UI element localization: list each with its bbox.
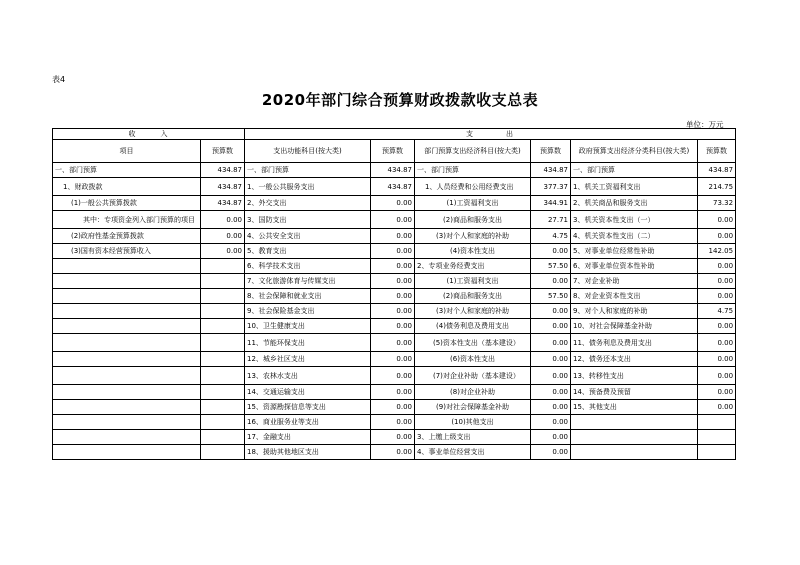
econ-dept-amount: 0.00: [531, 244, 571, 259]
func-item: 12、城乡社区支出: [245, 352, 371, 367]
sheet-label: 表4: [52, 75, 66, 84]
econ-gov-amount: 0.00: [698, 334, 736, 352]
income-amount: 434.87: [201, 178, 245, 196]
income-item: (1)一般公共预算拨款: [53, 196, 201, 211]
table-row: [53, 304, 736, 319]
income-item: [53, 385, 201, 400]
income-item: [53, 367, 201, 385]
econ-dept-item: (10)其他支出: [415, 415, 531, 430]
econ-dept-amount: 377.37: [531, 178, 571, 196]
func-item: 7、文化旅游体育与传媒支出: [245, 274, 371, 289]
header-econ-dept: 部门预算支出经济科目(按大类): [415, 140, 531, 163]
econ-dept-amount: 0.00: [531, 352, 571, 367]
income-section-header: 收 入: [53, 129, 245, 140]
func-item: 11、节能环保支出: [245, 334, 371, 352]
income-amount: [201, 430, 245, 445]
econ-dept-amount: 434.87: [531, 163, 571, 178]
econ-dept-item: (3)对个人和家庭的补助: [415, 229, 531, 244]
econ-gov-amount: 0.00: [698, 319, 736, 334]
econ-gov-item: 5、对事业单位经常性补助: [571, 244, 698, 259]
econ-gov-item: 10、对社会保障基金补助: [571, 319, 698, 334]
func-item: 1、一般公共服务支出: [245, 178, 371, 196]
func-amount: 0.00: [371, 367, 415, 385]
func-item: 13、农林水支出: [245, 367, 371, 385]
func-item: 14、交通运输支出: [245, 385, 371, 400]
table-row: [53, 415, 736, 430]
income-item: [53, 289, 201, 304]
econ-gov-amount: 0.00: [698, 289, 736, 304]
header-econ-gov: 政府预算支出经济分类科目(按大类): [571, 140, 698, 163]
header-row: [53, 140, 736, 163]
unit-label: 单位：万元: [686, 120, 724, 129]
econ-gov-amount: 0.00: [698, 259, 736, 274]
income-amount: [201, 367, 245, 385]
income-amount: 0.00: [201, 211, 245, 229]
income-item: 1、财政拨款: [53, 178, 201, 196]
func-amount: 0.00: [371, 289, 415, 304]
func-item: 10、卫生健康支出: [245, 319, 371, 334]
func-amount: 0.00: [371, 415, 415, 430]
func-amount: 0.00: [371, 334, 415, 352]
income-amount: [201, 352, 245, 367]
func-amount: 0.00: [371, 229, 415, 244]
header-amount: 预算数: [371, 140, 415, 163]
table-row: [53, 259, 736, 274]
header-amount: 预算数: [531, 140, 571, 163]
econ-gov-amount: 434.87: [698, 163, 736, 178]
econ-dept-item: (6)资本性支出: [415, 352, 531, 367]
func-item: 4、公共安全支出: [245, 229, 371, 244]
econ-dept-item: (8)对企业补助: [415, 385, 531, 400]
header-func: 支出功能科目(按大类): [245, 140, 371, 163]
func-item: 3、国防支出: [245, 211, 371, 229]
income-amount: [201, 304, 245, 319]
income-item: [53, 415, 201, 430]
func-amount: 0.00: [371, 385, 415, 400]
table-row: [53, 319, 736, 334]
econ-dept-item: (2)商品和服务支出: [415, 211, 531, 229]
func-amount: 0.00: [371, 400, 415, 415]
econ-dept-amount: 0.00: [531, 367, 571, 385]
func-item: 9、社会保险基金支出: [245, 304, 371, 319]
econ-dept-item: (4)资本性支出: [415, 244, 531, 259]
table-row: [53, 211, 736, 229]
income-amount: [201, 274, 245, 289]
econ-gov-amount: 0.00: [698, 211, 736, 229]
econ-dept-item: 2、专项业务经费支出: [415, 259, 531, 274]
econ-dept-item: 一、部门预算: [415, 163, 531, 178]
econ-dept-item: (5)资本性支出（基本建设）: [415, 334, 531, 352]
econ-gov-item: 9、对个人和家庭的补助: [571, 304, 698, 319]
econ-gov-item: 一、部门预算: [571, 163, 698, 178]
econ-gov-amount: 0.00: [698, 385, 736, 400]
func-amount: 434.87: [371, 178, 415, 196]
section-row: [53, 129, 736, 140]
func-item: 8、社会保障和就业支出: [245, 289, 371, 304]
income-amount: [201, 259, 245, 274]
income-item: [53, 352, 201, 367]
header-item: 项目: [53, 140, 201, 163]
econ-gov-item: [571, 430, 698, 445]
func-amount: 0.00: [371, 430, 415, 445]
econ-dept-item: (7)对企业补助（基本建设）: [415, 367, 531, 385]
table-row: [53, 400, 736, 415]
econ-gov-item: 7、对企业补助: [571, 274, 698, 289]
econ-dept-amount: 27.71: [531, 211, 571, 229]
econ-gov-amount: 142.05: [698, 244, 736, 259]
econ-dept-item: 1、人员经费和公用经费支出: [415, 178, 531, 196]
income-amount: [201, 385, 245, 400]
econ-dept-amount: 0.00: [531, 334, 571, 352]
header-amount: 预算数: [201, 140, 245, 163]
table-row: [53, 352, 736, 367]
income-amount: [201, 334, 245, 352]
econ-dept-amount: 0.00: [531, 274, 571, 289]
econ-gov-amount: 0.00: [698, 229, 736, 244]
page-title: 2020年部门综合预算财政拨款收支总表: [261, 91, 539, 109]
table-row: [53, 274, 736, 289]
econ-gov-item: 2、机关商品和服务支出: [571, 196, 698, 211]
header-amount: 预算数: [698, 140, 736, 163]
income-amount: [201, 319, 245, 334]
econ-gov-amount: 0.00: [698, 274, 736, 289]
econ-gov-item: 3、机关资本性支出（一）: [571, 211, 698, 229]
econ-dept-item: (4)债务利息及费用支出: [415, 319, 531, 334]
func-amount: 0.00: [371, 211, 415, 229]
econ-gov-amount: 0.00: [698, 352, 736, 367]
income-amount: [201, 415, 245, 430]
income-item: [53, 259, 201, 274]
table-row: [53, 163, 736, 178]
func-amount: 0.00: [371, 196, 415, 211]
econ-gov-amount: 214.75: [698, 178, 736, 196]
econ-gov-amount: 4.75: [698, 304, 736, 319]
func-amount: 434.87: [371, 163, 415, 178]
func-amount: 0.00: [371, 259, 415, 274]
econ-gov-item: 1、机关工资福利支出: [571, 178, 698, 196]
table-row: [53, 196, 736, 211]
func-amount: 0.00: [371, 304, 415, 319]
econ-dept-amount: 0.00: [531, 430, 571, 445]
econ-gov-item: 15、其他支出: [571, 400, 698, 415]
econ-dept-item: (9)对社会保障基金补助: [415, 400, 531, 415]
income-item: [53, 445, 201, 460]
table-row: [53, 445, 736, 460]
income-item: [53, 319, 201, 334]
econ-gov-amount: [698, 445, 736, 460]
econ-dept-item: (2)商品和服务支出: [415, 289, 531, 304]
econ-gov-item: 12、债务还本支出: [571, 352, 698, 367]
income-amount: 434.87: [201, 163, 245, 178]
econ-dept-amount: 0.00: [531, 445, 571, 460]
econ-dept-amount: 0.00: [531, 385, 571, 400]
income-amount: 0.00: [201, 229, 245, 244]
func-amount: 0.00: [371, 274, 415, 289]
econ-dept-amount: 4.75: [531, 229, 571, 244]
econ-gov-item: 14、预备费及预留: [571, 385, 698, 400]
income-item: 其中：专项资金列入部门预算的项目: [53, 211, 201, 229]
func-item: 17、金融支出: [245, 430, 371, 445]
income-item: (2)政府性基金预算拨款: [53, 229, 201, 244]
econ-gov-item: [571, 445, 698, 460]
expense-section-header: 支 出: [245, 129, 736, 140]
table-row: [53, 367, 736, 385]
table-row: [53, 430, 736, 445]
income-item: 一、部门预算: [53, 163, 201, 178]
econ-dept-amount: 0.00: [531, 400, 571, 415]
table-row: [53, 385, 736, 400]
func-item: 2、外交支出: [245, 196, 371, 211]
income-amount: 0.00: [201, 244, 245, 259]
func-amount: 0.00: [371, 244, 415, 259]
econ-dept-amount: 57.50: [531, 259, 571, 274]
table-row: [53, 244, 736, 259]
func-item: 18、援助其他地区支出: [245, 445, 371, 460]
econ-dept-item: (1)工资福利支出: [415, 196, 531, 211]
econ-gov-item: 6、对事业单位资本性补助: [571, 259, 698, 274]
econ-dept-item: 4、事业单位经营支出: [415, 445, 531, 460]
table-row: [53, 229, 736, 244]
econ-dept-item: 3、上缴上级支出: [415, 430, 531, 445]
income-amount: [201, 445, 245, 460]
income-amount: 434.87: [201, 196, 245, 211]
budget-table: [52, 128, 736, 460]
econ-gov-item: 8、对企业资本性支出: [571, 289, 698, 304]
func-item: 16、商业服务业等支出: [245, 415, 371, 430]
income-item: [53, 304, 201, 319]
econ-dept-amount: 0.00: [531, 319, 571, 334]
econ-dept-amount: 0.00: [531, 304, 571, 319]
income-item: [53, 400, 201, 415]
econ-gov-item: [571, 415, 698, 430]
func-item: 6、科学技术支出: [245, 259, 371, 274]
econ-gov-item: 11、债务利息及费用支出: [571, 334, 698, 352]
income-amount: [201, 289, 245, 304]
table-row: [53, 289, 736, 304]
econ-gov-amount: 0.00: [698, 400, 736, 415]
econ-gov-item: 13、转移性支出: [571, 367, 698, 385]
econ-dept-amount: 0.00: [531, 415, 571, 430]
econ-dept-amount: 57.50: [531, 289, 571, 304]
func-item: 5、教育支出: [245, 244, 371, 259]
table-row: [53, 178, 736, 196]
income-item: [53, 430, 201, 445]
table-row: [53, 334, 736, 352]
income-item: [53, 334, 201, 352]
func-amount: 0.00: [371, 319, 415, 334]
econ-gov-amount: 0.00: [698, 367, 736, 385]
econ-dept-item: (1)工资福利支出: [415, 274, 531, 289]
func-item: 一、部门预算: [245, 163, 371, 178]
econ-gov-item: 4、机关资本性支出（二）: [571, 229, 698, 244]
econ-dept-amount: 344.91: [531, 196, 571, 211]
func-amount: 0.00: [371, 352, 415, 367]
income-item: [53, 274, 201, 289]
func-item: 15、资源勘探信息等支出: [245, 400, 371, 415]
econ-gov-amount: [698, 430, 736, 445]
income-item: (3)国有资本经营预算收入: [53, 244, 201, 259]
econ-gov-amount: 73.32: [698, 196, 736, 211]
econ-gov-amount: [698, 415, 736, 430]
income-amount: [201, 400, 245, 415]
func-amount: 0.00: [371, 445, 415, 460]
econ-dept-item: (3)对个人和家庭的补助: [415, 304, 531, 319]
